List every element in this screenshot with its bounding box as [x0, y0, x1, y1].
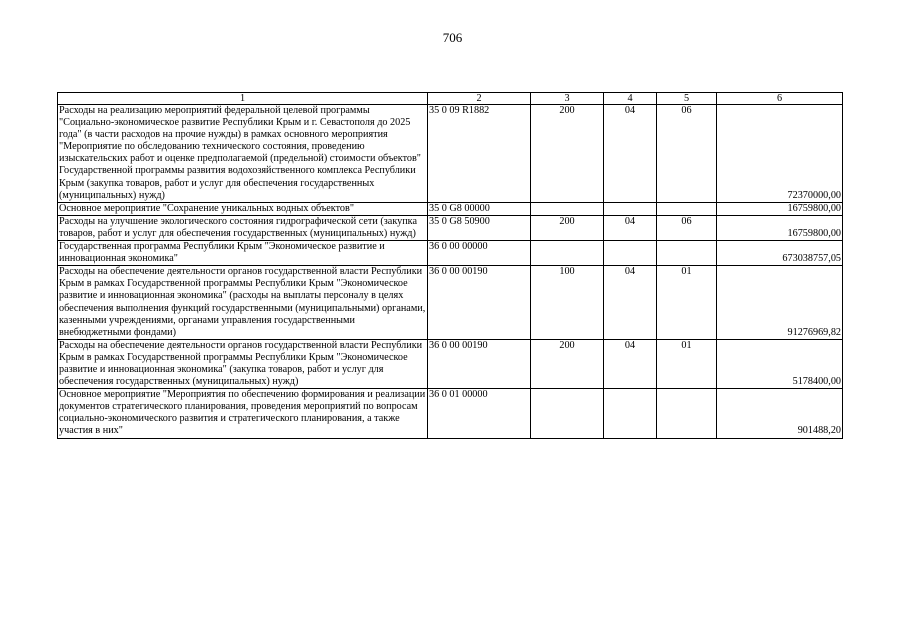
row-code-cell: 35 0 G8 00000 [428, 202, 531, 215]
row-name-cell: Основное мероприятие "Сохранение уникальных водных объектов" [58, 202, 428, 215]
row-col4-cell: 04 [604, 215, 657, 240]
row-sum-cell: 16759800,00 [717, 202, 843, 215]
row-col4-cell [604, 202, 657, 215]
page-number: 706 [442, 30, 463, 45]
row-sum-cell: 673038757,05 [717, 241, 843, 266]
row-col3-cell: 100 [531, 266, 604, 340]
row-col3-cell [531, 241, 604, 266]
row-col3-cell: 200 [531, 339, 604, 388]
row-col5-cell: 01 [657, 339, 717, 388]
column-header: 5 [657, 93, 717, 105]
table-row [58, 215, 843, 240]
row-name-cell: Основное мероприятие "Мероприятия по обеспечению формирования и реализации документов стратегического планирования, проведения мероприятий по вопросам социально-экономического развития и стратегического планирования, а также участия в них" [58, 389, 428, 438]
table-row [58, 241, 843, 266]
table-row [58, 266, 843, 340]
table-row [58, 202, 843, 215]
column-header: 3 [531, 93, 604, 105]
column-header: 6 [717, 93, 843, 105]
row-col5-cell: 01 [657, 266, 717, 340]
row-sum-cell: 5178400,00 [717, 339, 843, 388]
row-code-cell: 35 0 G8 50900 [428, 215, 531, 240]
table-row [58, 339, 843, 388]
row-col4-cell: 04 [604, 266, 657, 340]
row-code-cell: 35 0 09 R1882 [428, 105, 531, 203]
column-header: 1 [58, 93, 428, 105]
row-sum-cell: 16759800,00 [717, 215, 843, 240]
row-col4-cell: 04 [604, 105, 657, 203]
row-col5-cell [657, 241, 717, 266]
column-header: 2 [428, 93, 531, 105]
row-code-cell: 36 0 00 00190 [428, 266, 531, 340]
row-col5-cell: 06 [657, 215, 717, 240]
row-name-cell: Расходы на реализацию мероприятий федеральной целевой программы "Социально-экономическое развитие Республики Крым и г. Севастополя до 2025 года" (в части расходов на прочие нужды) в рамках основного мероприятия "Мероприятие по обследованию технического состояния, проведению изыскательских работ и оценке предполагаемой (предельной) стоимости объектов" Государственной программы развития водохозяйственного комплекса Республики Крым (закупка товаров, работ и услуг для обеспечения государственных (муниципальных) нужд) [58, 105, 428, 203]
row-name-cell: Государственная программа Республики Крым "Экономическое развитие и инновационная экономика" [58, 241, 428, 266]
row-name-cell: Расходы на обеспечение деятельности органов государственной власти Республики Крым в рамках Государственной программы Республики Крым "Экономическое развитие и инновационная экономика" (расходы на выплаты персоналу в целях обеспечения выполнения функций государственными (муниципальными) органами, казенными учреждениями, органами управления государственными внебюджетными фондами) [58, 266, 428, 340]
budget-table [57, 92, 843, 439]
row-code-cell: 36 0 00 00000 [428, 241, 531, 266]
row-sum-cell: 901488,20 [717, 389, 843, 438]
row-name-cell: Расходы на обеспечение деятельности органов государственной власти Республики Крым в рамках Государственной программы Республики Крым "Экономическое развитие и инновационная экономика" (закупка товаров, работ и услуг для обеспечения государственных (муниципальных) нужд) [58, 339, 428, 388]
row-col4-cell: 04 [604, 339, 657, 388]
row-sum-cell: 91276969,82 [717, 266, 843, 340]
row-col5-cell [657, 202, 717, 215]
row-code-cell: 36 0 00 00190 [428, 339, 531, 388]
row-col4-cell [604, 389, 657, 438]
row-col3-cell: 200 [531, 215, 604, 240]
row-col5-cell [657, 389, 717, 438]
row-col3-cell [531, 389, 604, 438]
row-sum-cell: 72370000,00 [717, 105, 843, 203]
row-col5-cell: 06 [657, 105, 717, 203]
row-col3-cell: 200 [531, 105, 604, 203]
row-col3-cell [531, 202, 604, 215]
row-col4-cell [604, 241, 657, 266]
row-code-cell: 36 0 01 00000 [428, 389, 531, 438]
row-name-cell: Расходы на улучшение экологического состояния гидрографической сети (закупка товаров, работ и услуг для обеспечения государственных (муниципальных) нужд) [58, 215, 428, 240]
table-row [58, 105, 843, 203]
table-header-row [58, 93, 843, 105]
table-row [58, 389, 843, 438]
column-header: 4 [604, 93, 657, 105]
